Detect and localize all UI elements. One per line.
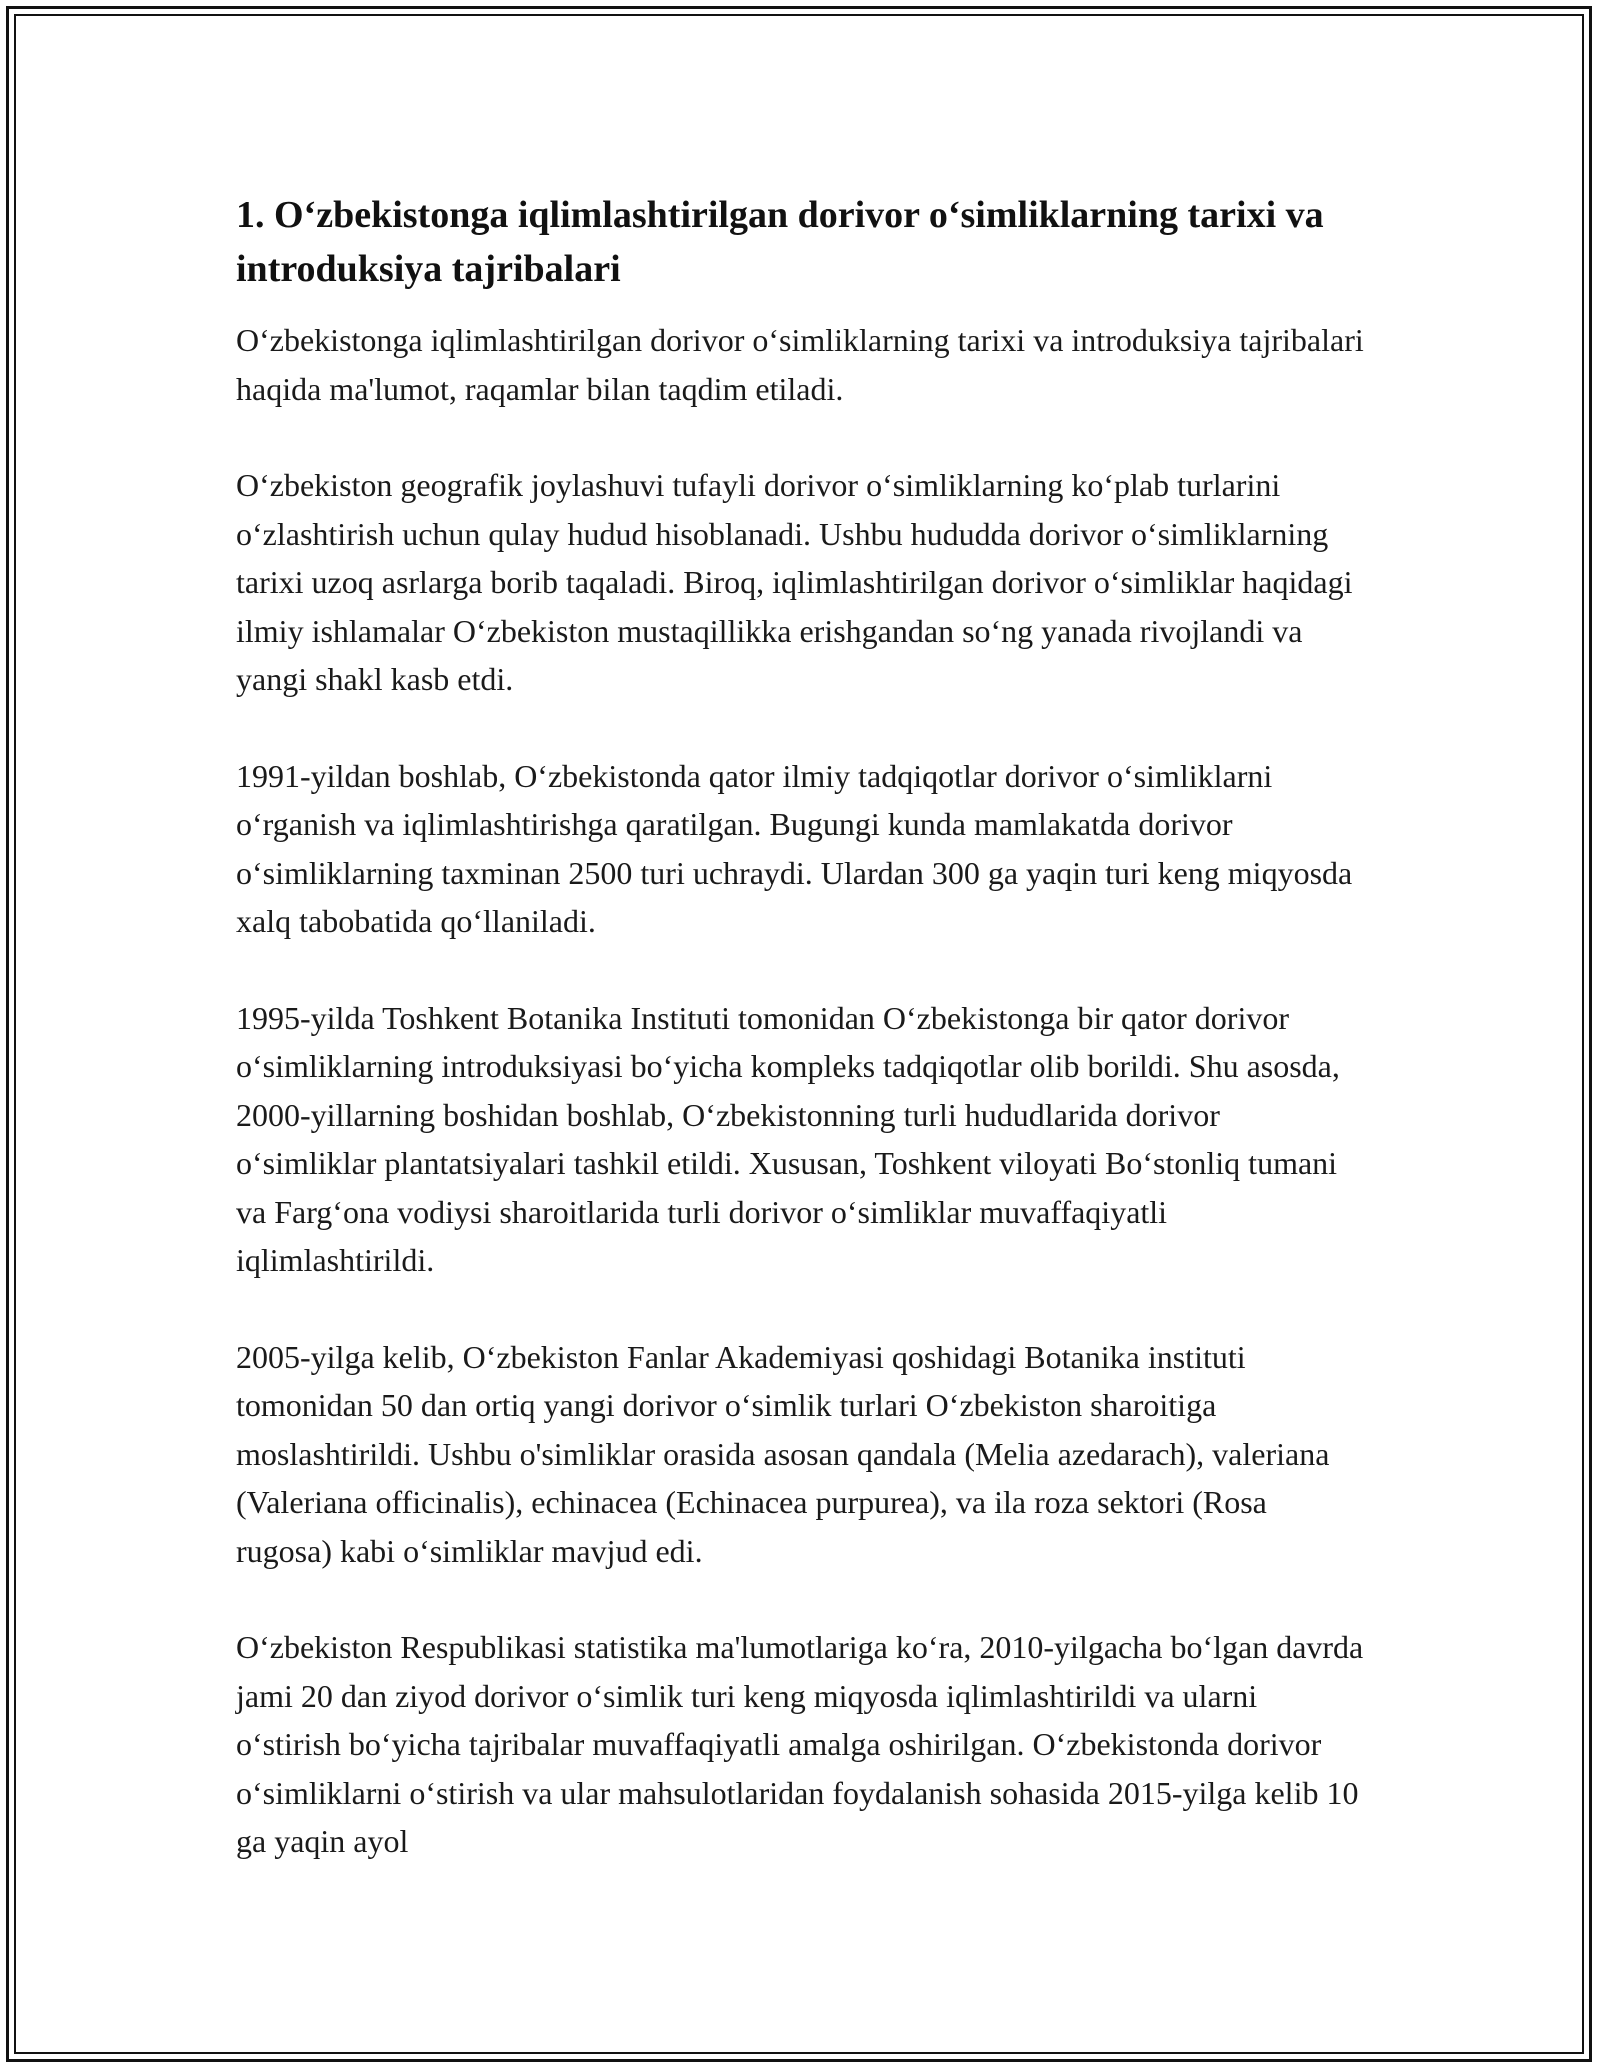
paragraph-2005: 2005-yilga kelib, O‘zbekiston Fanlar Akademiyasi qoshidagi Botanika instituti tomonidan 50 dan ortiq yangi dorivor o‘simlik turlari O‘zbekiston sharoitiga moslashtirildi. Ushbu o'simliklar orasida asosan qandala (Melia azedarach), valeriana (Valeriana officinalis), echinacea (Echinacea purpurea), va ila roza sektori (Rosa rugosa) kabi o‘simliklar mavjud edi.: [236, 1338, 1330, 1569]
paragraph-1995: 1995-yilda Toshkent Botanika Instituti tomonidan O‘zbekistonga bir qator dorivor o‘simliklarning introduksiyasi bo‘yicha kompleks tadqiqotlar olib borildi. Shu asosda, 2000-yillarning boshidan boshlab, O‘zbekistonning turli hududlarida dorivor o‘simliklar plantatsiyalari tashkil etildi. Xususan, Toshkent viloyati Bo‘stonliq tumani va Farg‘ona vodiysi sharoitlarida turli dorivor o‘simliklar muvaffaqiyatli iqlimlashtirildi.: [236, 999, 1340, 1278]
document-body: [236, 188, 1366, 1914]
paragraph-1991: 1991-yildan boshlab, O‘zbekistonda qator ilmiy tadqiqotlar dorivor o‘simliklarni o‘rganish va iqlimlashtirishga qaratilgan. Bugungi kunda mamlakatda dorivor o‘simliklarning taxminan 2500 turi uchraydi. Ulardan 300 ga yaqin turi keng miqyosda xalq tabobatida qo‘llaniladi.: [236, 757, 1353, 939]
section-heading: 1. O‘zbekistonga iqlimlashtirilgan dorivor o‘simliklarning tarixi va introduksiya tajribalari: [236, 194, 1324, 290]
paragraph-geography: O‘zbekiston geografik joylashuvi tufayli dorivor o‘simliklarning ko‘plab turlarini o‘zlashtirish uchun qulay hudud hisoblanadi. Ushbu hududda dorivor o‘simliklarning tarixi uzoq asrlarga borib taqaladi. Biroq, iqlimlashtirilgan dorivor o‘simliklar haqidagi ilmiy ishlamalar O‘zbekiston mustaqillikka erishgandan so‘ng yanada rivojlandi va yangi shakl kasb etdi.: [236, 467, 1353, 697]
paragraph-statistics: O‘zbekiston Respublikasi statistika ma'lumotlariga ko‘ra, 2010-yilgacha bo‘lgan davrda jami 20 dan ziyod dorivor o‘simlik turi keng miqyosda iqlimlashtirildi va ularni o‘stirish bo‘yicha tajribalar muvaffaqiyatli amalga oshirilgan. O‘zbekistonda dorivor o‘simliklarni o‘stirish va ular mahsulotlaridan foydalanish sohasida 2015-yilga kelib 10 ga yaqin ayol: [236, 1629, 1364, 1859]
paragraph-intro: O‘zbekistonga iqlimlashtirilgan dorivor o‘simliklarning tarixi va introduksiya tajribalari haqida ma'lumot, raqamlar bilan taqdim etiladi.: [236, 322, 1364, 407]
